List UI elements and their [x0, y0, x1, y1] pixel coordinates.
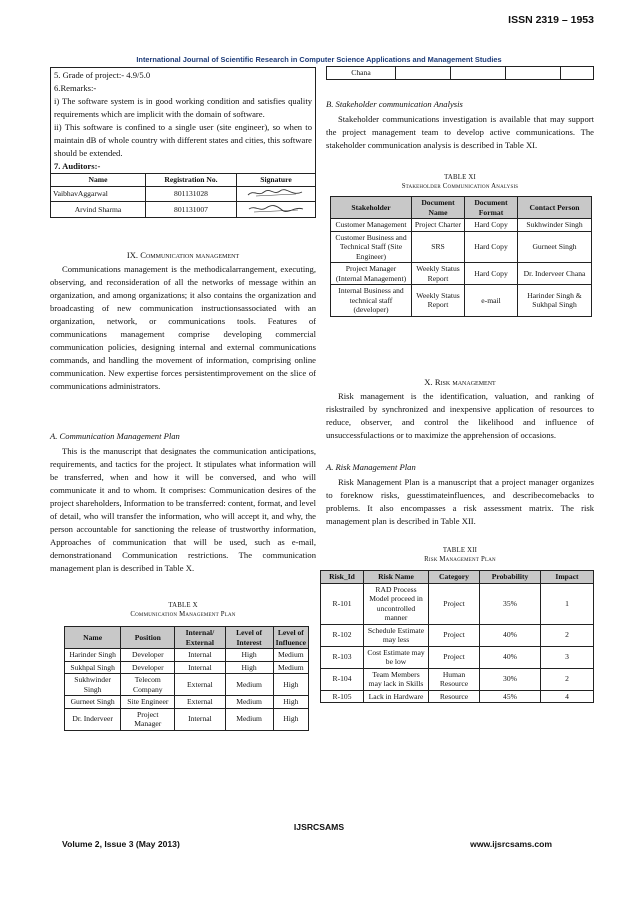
table-cell [451, 67, 506, 80]
table-cell: Schedule Estimate may less [364, 624, 429, 646]
table-cell [506, 67, 561, 80]
table-row [321, 690, 594, 703]
table-cell: High [225, 661, 273, 674]
table-row [331, 285, 592, 317]
table-cell: 4 [541, 690, 594, 703]
table-cell: External [175, 696, 225, 709]
auditors-header-name: Name [51, 174, 146, 187]
table-cell: 35% [480, 583, 541, 624]
table-row [65, 696, 309, 709]
table-cell: Medium [225, 708, 273, 730]
table-cell [561, 67, 594, 80]
table-row [321, 583, 594, 624]
table-xii [320, 570, 594, 703]
section-9-heading [50, 249, 316, 262]
table-cell: Sukhwinder Singh [65, 674, 121, 696]
table-cell: R-102 [321, 624, 364, 646]
table-cell: Hard Copy [465, 263, 518, 285]
table-cell: Lack in Hardware [364, 690, 429, 703]
report-box [50, 67, 316, 174]
auditor-reg: 801131028 [146, 186, 237, 202]
table-xi-header: Document Name [412, 197, 465, 219]
footer-journal: IJSRCSAMS [293, 822, 345, 832]
section-9-paragraph: Communications management is the methodicalarrangement, executing, observing, and reconsideration of all the networks of message within an organization, and among organizations; it also contains the organization and broadcasting of new communication instructionsassociated with an organization, network, or communications tools. Features of communications management comprise developing commercial communication policies, designing internal and external communications commands, and handling the movement of information, comprising online communication. New expertise forces persistentimprovement on the slice of communications administrators. [50, 264, 316, 391]
section-10-paragraph: Risk management is the identification, valuation, and ranking of riskstrailed by synchronized and inexpensive application of resources to reduce, observer, and control the likelihood and influence of unsuccessfulactions or to maximize the apprehension of occasions. [326, 391, 594, 440]
table-cell [396, 67, 451, 80]
table-row [331, 231, 592, 263]
table-cell: Sukhpal Singh [65, 661, 121, 674]
table-cell: Hard Copy [465, 219, 518, 232]
table-xii-header: Category [429, 571, 480, 584]
table-cell: Harinder Singh & Sukhpal Singh [518, 285, 592, 317]
table-cell: RAD Process Model proceed in uncontrolled manner [364, 583, 429, 624]
table-cell: Resource [429, 690, 480, 703]
table-row [331, 263, 592, 285]
table-row [321, 624, 594, 646]
table-row [51, 202, 316, 218]
remark-2: ii) This software is confined to a single user (site engineer), so when to maintain dB of whole country with different states and cities, this software should be extended. [54, 122, 312, 158]
left-column [50, 67, 316, 218]
table-cell: Developer [121, 661, 175, 674]
table-cell: Customer Management [331, 219, 412, 232]
table-cell: Human Resource [429, 668, 480, 690]
remarks-title: 6.Remarks:- [54, 83, 97, 93]
section-10-heading [326, 376, 594, 389]
table-x-caption: Communication Management Plan [130, 611, 236, 618]
auditors-header-reg: Registration No. [146, 174, 237, 187]
subsection-a2-title: A. Risk Management Plan [326, 462, 416, 472]
table-x-label: TABLE X [168, 602, 198, 609]
table-xi-continuation [326, 66, 594, 80]
signature-image [246, 203, 306, 213]
table-cell: Hard Copy [465, 231, 518, 263]
table-row [51, 186, 316, 202]
table-row [321, 668, 594, 690]
table-xi-header: Document Format [465, 197, 518, 219]
table-cell: Project Charter [412, 219, 465, 232]
table-cell: Project Manager (Internal Management) [331, 263, 412, 285]
table-xii-header: Risk Name [364, 571, 429, 584]
table-row [327, 67, 594, 80]
table-xii-label: TABLE XII [442, 547, 478, 554]
auditor-signature [237, 202, 316, 218]
table-cell: Project Manager [121, 708, 175, 730]
section-10-number: X. [424, 377, 433, 387]
table-cell: 2 [541, 624, 594, 646]
table-xi-header: Stakeholder [331, 197, 412, 219]
table-cell: Gurneet Singh [518, 231, 592, 263]
table-cell: 2 [541, 668, 594, 690]
table-cell: Site Engineer [121, 696, 175, 709]
table-cell: 1 [541, 583, 594, 624]
auditor-name: VaibhavAggarwal [51, 186, 146, 202]
table-row [65, 649, 309, 662]
section-9-title: Communication management [140, 250, 240, 260]
auditor-name: Arvind Sharma [51, 202, 146, 218]
table-x-header: Level of Interest [225, 627, 273, 649]
auditors-table [50, 173, 316, 218]
table-xi-label: TABLE XI [444, 174, 476, 181]
table-cell: 3 [541, 646, 594, 668]
subsection-b-paragraph: Stakeholder communications investigation is available that may support the project management team to develop active communications. The stakeholder communication analysis is described in Table XI. [326, 114, 594, 150]
table-cell: Dr. Inderveer Chana [518, 263, 592, 285]
table-cell: Developer [121, 649, 175, 662]
table-x-header: Position [121, 627, 175, 649]
table-cell: Customer Business and Technical Staff (Site Engineer) [331, 231, 412, 263]
table-cell: Internal Business and technical staff (developer) [331, 285, 412, 317]
table-cell: Weekly Status Report [412, 285, 465, 317]
grade-line: 5. Grade of project:- 4.9/5.0 [54, 70, 151, 80]
subsection-a-paragraph: This is the manuscript that designates the communication anticipations, requirements, and tactics for the project. It stipulates what information will be transferred, when and how it will be conversed, and who will communicate it and to whom. It comprises: Communication desires of the project shareholders, Information to be transferred: content, format, and level of detail, who will transfer the information, who will accept it, and why, the person accountable for sanctioning the release of trustworthy information, Approaches of communication that will be used, such as e-mail, demonstrationand Communication restrictions. The communication management plan is described in Table X. [50, 446, 316, 573]
footer-url[interactable]: www.ijsrcsams.com [470, 839, 552, 849]
subsection-a-title: A. Communication Management Plan [50, 431, 180, 441]
table-cell: R-105 [321, 690, 364, 703]
section-10-title: Risk management [434, 377, 496, 387]
journal-title: International Journal of Scientific Research in Computer Science Applications and Management Studies [136, 55, 502, 64]
table-x [64, 626, 309, 731]
table-x-header: Internal/ External [175, 627, 225, 649]
table-cell: 40% [480, 624, 541, 646]
table-cell: High [273, 674, 308, 696]
table-cell: High [273, 708, 308, 730]
table-cell: Medium [225, 674, 273, 696]
table-cell: External [175, 674, 225, 696]
table-cell: e-mail [465, 285, 518, 317]
table-row [65, 674, 309, 696]
table-cell: 30% [480, 668, 541, 690]
table-cell: SRS [412, 231, 465, 263]
subsection-b-title: B. Stakeholder communication Analysis [326, 99, 463, 109]
table-xii-header: Probability [480, 571, 541, 584]
table-row [321, 646, 594, 668]
table-xii-caption: Risk Management Plan [424, 556, 496, 563]
table-xi [330, 196, 592, 317]
table-cell: 45% [480, 690, 541, 703]
remark-1: i) The software system is in good working condition and satisfies quality requirements which are implicit with the domain of software. [54, 96, 312, 119]
table-x-header: Name [65, 627, 121, 649]
subsection-a2-paragraph: Risk Management Plan is a manuscript that a project manager organizes to foreknow risks, guesstimateinfluences, and describecomebacks to problems. It also encompasses a risk assessment matrix. The risk management plan is described in Table XII. [326, 477, 594, 526]
table-xi-header: Contact Person [518, 197, 592, 219]
table-cell: High [273, 696, 308, 709]
table-cell: Medium [225, 696, 273, 709]
auditors-title: 7. Auditors:- [54, 161, 101, 171]
table-cell: Dr. Inderveer [65, 708, 121, 730]
table-cell: Chana [327, 67, 396, 80]
footer-volume: Volume 2, Issue 3 (May 2013) [62, 839, 180, 849]
table-cell: Internal [175, 708, 225, 730]
table-cell: Telecom Company [121, 674, 175, 696]
table-xii-header: Impact [541, 571, 594, 584]
table-cell: Project [429, 583, 480, 624]
table-cell: R-101 [321, 583, 364, 624]
issn-header: ISSN 2319 – 1953 [508, 14, 594, 26]
table-row [65, 661, 309, 674]
auditor-reg: 801131007 [146, 202, 237, 218]
table-row [331, 219, 592, 232]
table-xii-header: Risk_Id [321, 571, 364, 584]
table-cell: High [225, 649, 273, 662]
signature-image [246, 188, 306, 198]
auditors-header-signature: Signature [237, 174, 316, 187]
table-cell: Harinder Singh [65, 649, 121, 662]
table-cell: Internal [175, 649, 225, 662]
table-cell: Internal [175, 661, 225, 674]
table-x-header: Level of Influence [273, 627, 308, 649]
table-cell: Project [429, 646, 480, 668]
table-xi-caption: Stakeholder Communication Analysis [401, 183, 519, 190]
table-row [65, 708, 309, 730]
table-cell: R-104 [321, 668, 364, 690]
table-cell: Weekly Status Report [412, 263, 465, 285]
table-cell: Project [429, 624, 480, 646]
table-cell: Gurneet Singh [65, 696, 121, 709]
table-cell: R-103 [321, 646, 364, 668]
auditor-signature [237, 186, 316, 202]
table-cell: Medium [273, 649, 308, 662]
table-cell: Team Members may lack in Skills [364, 668, 429, 690]
table-cell: 40% [480, 646, 541, 668]
table-cell: Cost Estimate may be low [364, 646, 429, 668]
section-9-number: IX. [126, 250, 139, 260]
table-cell: Medium [273, 661, 308, 674]
table-cell: Sukhwinder Singh [518, 219, 592, 232]
